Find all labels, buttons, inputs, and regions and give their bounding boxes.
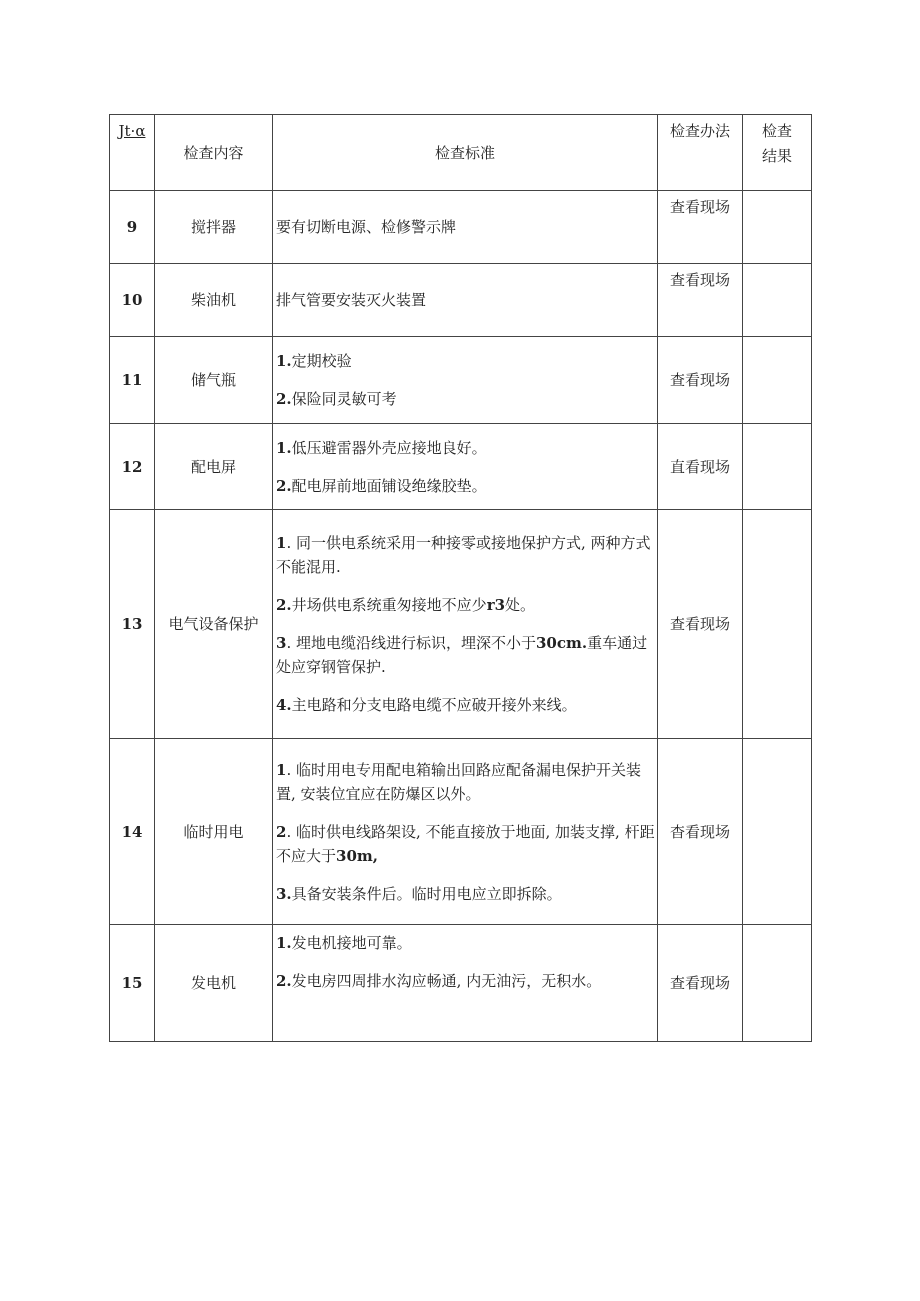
standard-line: 1. 临时用电专用配电箱输出回路应配备漏电保护开关装置, 安装位宜应在防爆区以外。 (276, 760, 641, 803)
row-standard (273, 191, 658, 264)
standard-line: 1.发电机接地可靠。 (276, 934, 412, 952)
row-result (743, 191, 812, 264)
row-item: 储气瓶 (155, 337, 273, 424)
standard-line: 3.具备安装条件后。临时用电应立即拆除。 (276, 884, 562, 903)
row-result (743, 925, 812, 1042)
row-method: 杳看现场 (658, 739, 743, 925)
header-result-line1: 检查 (761, 122, 792, 140)
row-result (743, 510, 812, 739)
row-method: 查看现场 (658, 264, 743, 337)
row-item: 电气设备保护 (155, 510, 273, 739)
row-result (743, 337, 812, 424)
inspection-table (109, 114, 812, 1042)
row-standard (273, 337, 658, 424)
table-row (110, 424, 812, 510)
standard-line: 1.定期校验 (276, 352, 352, 370)
standard-line: 要有切断电源、检修警示牌 (276, 218, 457, 236)
row-no: 10 (110, 264, 155, 337)
row-item: 发电机 (155, 925, 273, 1042)
table-header-row (110, 115, 812, 191)
row-standard (273, 264, 658, 337)
header-method: 检查办法 (658, 115, 743, 191)
standard-line: 2. 临时供电线路架设, 不能直接放于地面, 加装支撑, 杆距不应大于30m, (276, 822, 655, 865)
row-item: 配电屏 (155, 424, 273, 510)
standard-line: 2.井场供电系统重匆接地不应少r3处。 (276, 596, 536, 614)
row-no: 9 (110, 191, 155, 264)
header-item: 检查内容 (155, 115, 273, 191)
standard-line: 2.发电房四周排水沟应畅通, 内无油污，无积水。 (276, 972, 602, 990)
standard-line: 排气管要安装灭火装置 (276, 291, 427, 309)
table-row (110, 925, 812, 1042)
standard-line: 2.配电屏前地面铺设绝缘胶垫。 (276, 476, 487, 495)
row-result (743, 264, 812, 337)
header-result-line2: 结果 (761, 147, 792, 165)
row-standard (273, 424, 658, 510)
standard-line: 3. 埋地电缆沿线进行标识，埋深不小于30cm.重车通过处应穿钢管保护. (276, 634, 648, 676)
standard-line: 2.保险同灵敏可考 (276, 390, 397, 408)
row-result (743, 739, 812, 925)
row-method: 查看现场 (658, 510, 743, 739)
row-standard (273, 925, 658, 1042)
standard-line: 1. 同一供电系统采用一种接零或接地保护方式, 两种方式不能混用. (276, 534, 651, 576)
row-method: 查看现场 (658, 925, 743, 1042)
table-row (110, 739, 812, 925)
table-row (110, 337, 812, 424)
row-item: 柴油机 (155, 264, 273, 337)
row-no: 15 (110, 925, 155, 1042)
row-result (743, 424, 812, 510)
row-no: 14 (110, 739, 155, 925)
row-standard (273, 510, 658, 739)
header-no: Jt·α (110, 115, 155, 191)
row-no: 11 (110, 337, 155, 424)
standard-line: 1.低压避雷器外壳应接地良好。 (276, 438, 487, 457)
row-no: 12 (110, 424, 155, 510)
row-item: 临时用电 (155, 739, 273, 925)
row-no: 13 (110, 510, 155, 739)
header-standard: 检查标准 (273, 115, 658, 191)
standard-line: 4.主电路和分支电路电缆不应破开接外来线。 (276, 696, 577, 714)
table-row (110, 510, 812, 739)
table-row (110, 191, 812, 264)
table-row (110, 264, 812, 337)
row-method: 直看现场 (658, 424, 743, 510)
row-method: 查看现场 (658, 337, 743, 424)
row-item: 搅拌器 (155, 191, 273, 264)
header-result (743, 115, 812, 191)
row-standard (273, 739, 658, 925)
row-method: 查看现场 (658, 191, 743, 264)
